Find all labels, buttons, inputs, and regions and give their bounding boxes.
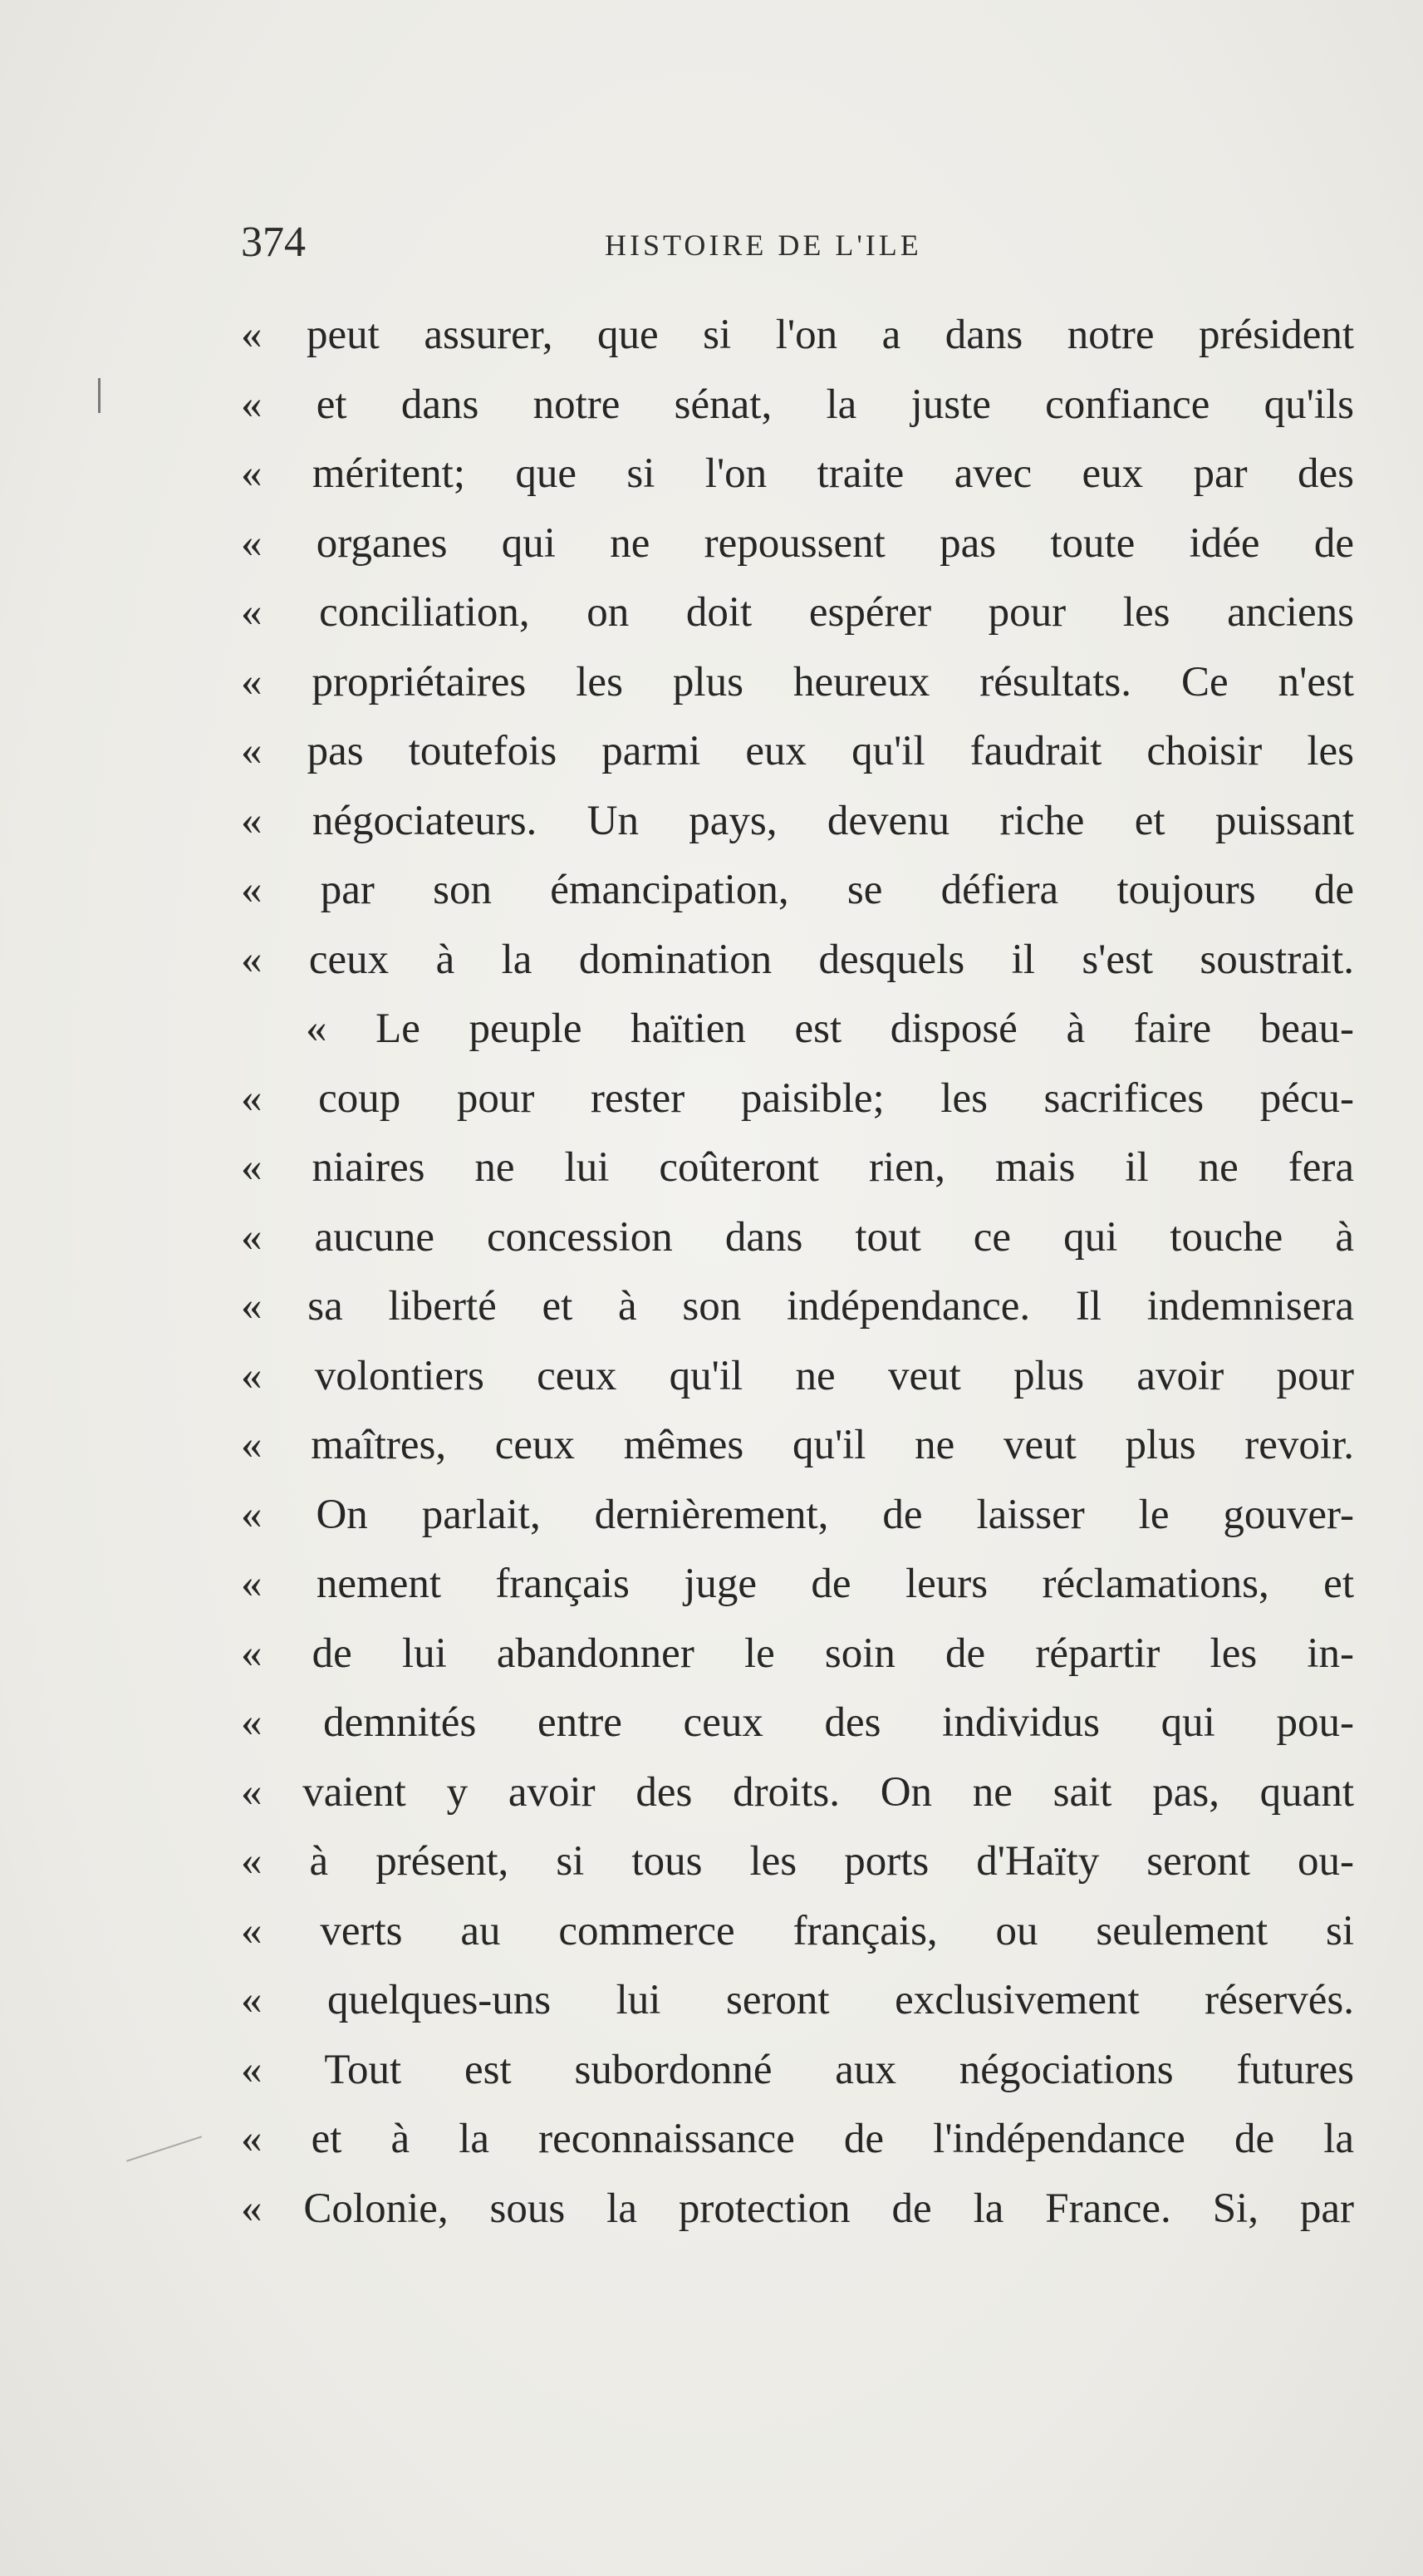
- text-line: « par son émancipation, se défiera toujours de: [241, 867, 1354, 913]
- text-line: « organes qui ne repoussent pas toute idée de: [241, 519, 1354, 567]
- text-line: « propriétaires les plus heureux résultats. Ce n'est: [241, 658, 1354, 705]
- text-line: « et à la reconnaissance de l'indépendance de la: [241, 2116, 1354, 2162]
- text-line: « volontiers ceux qu'il ne veut plus avoir pour: [241, 1352, 1354, 1399]
- text-line: « de lui abandonner le soin de répartir les in-: [241, 1630, 1354, 1677]
- text-line: « aucune concession dans tout ce qui touche à: [241, 1213, 1354, 1261]
- page-header: [241, 218, 1354, 268]
- text-line: « quelques-uns lui seront exclusivement réservés.: [241, 1977, 1354, 2023]
- text-line: « coup pour rester paisible; les sacrifices pécu-: [241, 1074, 1354, 1122]
- text-line: « On parlait, dernièrement, de laisser le gouver-: [241, 1491, 1354, 1538]
- running-head: HISTOIRE DE L'ILE: [605, 229, 922, 262]
- text-line: « méritent; que si l'on traite avec eux par des: [241, 450, 1354, 497]
- text-line: « vaient y avoir des droits. On ne sait pas, quant: [241, 1768, 1354, 1816]
- text-line: « Tout est subordonné aux négociations futures: [241, 2046, 1354, 2093]
- body-text: [241, 301, 1354, 2244]
- text-line: « peut assurer, que si l'on a dans notre président: [241, 312, 1354, 358]
- text-line: « à présent, si tous les ports d'Haïty seront ou-: [241, 1838, 1354, 1885]
- text-line: « conciliation, on doit espérer pour les anciens: [241, 589, 1354, 636]
- text-line-paragraph-start: « Le peuple haïtien est disposé à faire beau-: [306, 1005, 1354, 1052]
- text-line: « et dans notre sénat, la juste confiance qu'ils: [241, 381, 1354, 428]
- page-number: 374: [241, 219, 306, 266]
- text-line: « Colonie, sous la protection de la France. Si, par: [241, 2185, 1354, 2232]
- margin-stray-stroke: [126, 2136, 202, 2161]
- text-line: « verts au commerce français, ou seulement si: [241, 1907, 1354, 1954]
- text-line: « maîtres, ceux mêmes qu'il ne veut plus revoir.: [241, 1422, 1354, 1468]
- text-line: « pas toutefois parmi eux qu'il faudrait choisir les: [241, 728, 1354, 774]
- text-line: « ceux à la domination desquels il s'est soustrait.: [241, 936, 1354, 983]
- text-line: « niaires ne lui coûteront rien, mais il ne fera: [241, 1144, 1354, 1191]
- margin-pencil-mark: [98, 378, 101, 413]
- text-line: « négociateurs. Un pays, devenu riche et puissant: [241, 797, 1354, 844]
- text-line: « sa liberté et à son indépendance. Il indemnisera: [241, 1283, 1354, 1330]
- text-line: « nement français juge de leurs réclamations, et: [241, 1561, 1354, 1607]
- text-line: « demnités entre ceux des individus qui pou-: [241, 1699, 1354, 1746]
